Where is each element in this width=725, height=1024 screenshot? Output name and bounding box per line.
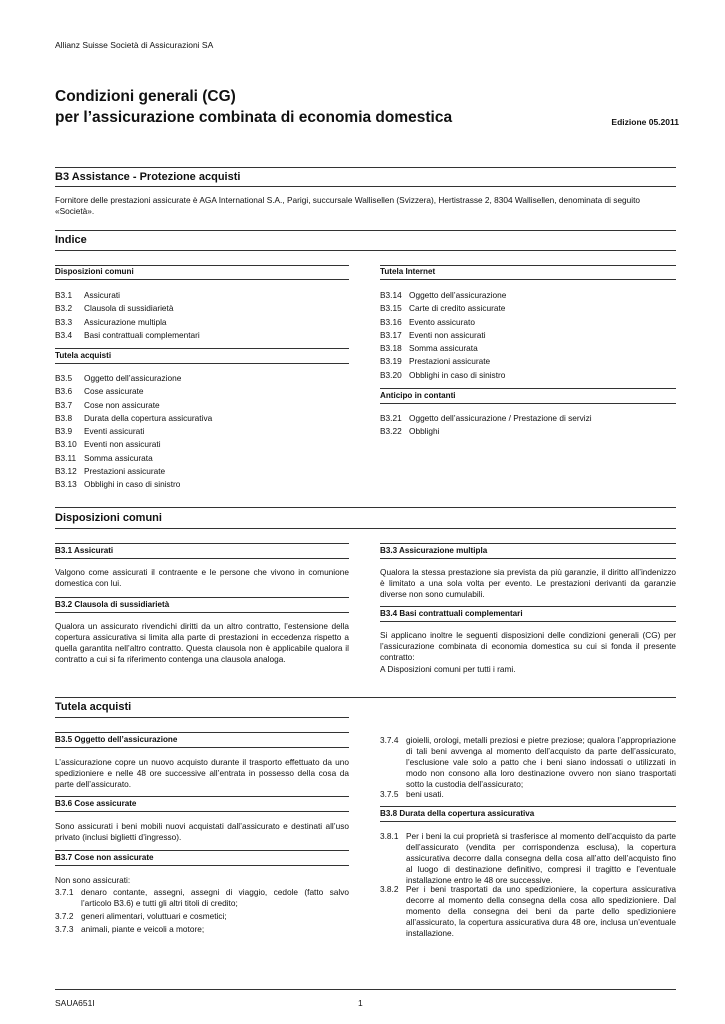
- index-entry-label: Eventi non assicurati: [409, 329, 486, 340]
- index-entry-label: Durata della copertura assicurativa: [84, 412, 213, 423]
- index-entry: [55, 412, 349, 425]
- index-entry-label: Basi contrattuali complementari: [84, 329, 200, 340]
- divider: [55, 528, 676, 529]
- index-entry: [55, 372, 349, 385]
- index-entry: [380, 412, 676, 425]
- index-entry-number: B3.9: [55, 426, 73, 437]
- index-entry-label: Clausola di sussidiarietà: [84, 303, 174, 314]
- index-entry-label: Oggetto dell’assicurazione: [84, 373, 182, 383]
- index-entry-label: Cose assicurate: [84, 386, 144, 397]
- index-entry-number: B3.6: [55, 386, 73, 397]
- index-entry-number: B3.12: [55, 466, 77, 477]
- index-group-tutela-internet: Tutela Internet: [380, 267, 436, 276]
- index-entry-number: B3.7: [55, 399, 73, 410]
- b36-text: Sono assicurati i beni mobili nuovi acquistati dall’assicurato e destinati all’uso privato (inclusi biglietti d’ingresso).: [55, 821, 349, 842]
- index-entry: [55, 289, 349, 302]
- item-number: 3.8.2: [380, 884, 399, 894]
- company-name: Allianz Suisse Società di Assicurazioni SA: [55, 40, 214, 50]
- index-entry: [380, 342, 676, 355]
- index-list-anticipo: [380, 412, 676, 439]
- section-b3-intro: [55, 195, 680, 217]
- divider: [55, 186, 676, 187]
- divider: [380, 621, 676, 622]
- index-entry-number: B3.1: [55, 290, 73, 300]
- divider: [380, 821, 676, 822]
- index-entry-number: B3.15: [380, 303, 402, 314]
- divider: [55, 265, 349, 266]
- b38-title: B3.8 Durata della copertura assicurativa: [380, 809, 535, 818]
- divider: [55, 732, 349, 733]
- divider: [55, 697, 676, 698]
- index-entry-number: B3.21: [380, 413, 402, 423]
- b34-title: B3.4 Basi contrattuali complementari: [380, 609, 523, 618]
- index-entry-number: B3.5: [55, 373, 73, 383]
- index-entry: [55, 316, 349, 329]
- intro-line-2: «Società».: [55, 206, 95, 216]
- b36-title: B3.6 Cose assicurate: [55, 799, 137, 808]
- b35-title: B3.5 Oggetto dell’assicurazione: [55, 735, 178, 744]
- divider: [55, 250, 676, 251]
- divider: [55, 865, 349, 866]
- index-entry: [380, 355, 676, 368]
- index-entry-number: B3.8: [55, 412, 73, 423]
- item-text: Per i beni la cui proprietà si trasferisce al momento dell’acquisto da parte dell’assicurato (vendita per corrispondenza esclusa), la copertura assicurativa decorre dalla consegna della cosa all’atto dell’acquisto fino al luogo di destinazione definitivo, compresi il tragitto e l’eventuale installazione entro le 48 ore successive.: [406, 831, 676, 885]
- document-title: [55, 86, 452, 128]
- divider: [55, 348, 349, 349]
- index-group-tutela-acquisti: Tutela acquisti: [55, 351, 112, 360]
- index-entry-label: Evento assicurato: [409, 316, 475, 327]
- intro-line-1: Fornitore delle prestazioni assicurate è AGA International S.A., Parigi, succursale Wallisellen (Svizzera), Hertistrasse 2, 8304 Wallisellen, denominata di seguito: [55, 195, 641, 205]
- page-number: 1: [358, 998, 363, 1008]
- index-entry: [55, 425, 349, 438]
- tutela-heading: Tutela acquisti: [55, 701, 132, 713]
- index-entry: [55, 452, 349, 465]
- index-entry: [380, 316, 676, 329]
- item-text: generi alimentari, voluttuari e cosmetici;: [81, 911, 227, 921]
- index-entry-number: B3.3: [55, 316, 73, 327]
- divider: [55, 811, 349, 812]
- divider: [380, 606, 676, 607]
- b34-text-2: A Disposizioni comuni per tutti i rami.: [380, 664, 516, 674]
- divider: [55, 363, 349, 364]
- b32-title: B3.2 Clausola di sussidiarietà: [55, 600, 170, 609]
- b38-item: [380, 884, 676, 939]
- edition-label: Edizione 05.2011: [611, 117, 679, 127]
- item-text: denaro contante, assegni, assegni di viaggio, cedole (fatto salvo l’articolo B3.6) e tutti gli altri titoli di credito;: [81, 887, 349, 908]
- b31-title: B3.1 Assicurati: [55, 546, 114, 555]
- divider: [55, 612, 349, 613]
- index-entry: [55, 399, 349, 412]
- b37-item: [55, 887, 349, 909]
- index-entry-number: B3.14: [380, 290, 402, 300]
- b37-item: [380, 735, 676, 790]
- index-entry-number: B3.11: [55, 452, 77, 463]
- index-entry-label: Prestazioni assicurate: [409, 356, 491, 367]
- divider: [55, 597, 349, 598]
- index-entry: [55, 385, 349, 398]
- disposizioni-heading: Disposizioni comuni: [55, 512, 162, 524]
- index-entry: [380, 369, 676, 382]
- index-entry: [55, 478, 349, 491]
- index-entry-number: B3.18: [380, 343, 402, 354]
- b37-intro: Non sono assicurati:: [55, 875, 131, 885]
- index-entry-label: Obblighi in caso di sinistro: [409, 369, 506, 380]
- item-number: 3.7.1: [55, 887, 74, 897]
- index-entry-number: B3.2: [55, 303, 73, 314]
- divider: [380, 279, 676, 280]
- index-group-disposizioni: Disposizioni comuni: [55, 267, 134, 276]
- footer-divider: [55, 989, 676, 990]
- divider: [380, 403, 676, 404]
- index-heading: Indice: [55, 234, 87, 246]
- b31-text: Valgono come assicurati il contraente e le persone che vivono in comunione domestica con lui.: [55, 567, 349, 588]
- index-entry-number: B3.17: [380, 329, 402, 340]
- divider: [380, 558, 676, 559]
- index-entry: [380, 289, 676, 302]
- index-entry-label: Somma assicurata: [84, 452, 153, 463]
- title-line-2: per l’assicurazione combinata di economia domestica: [55, 109, 453, 126]
- item-number: 3.7.2: [55, 911, 74, 921]
- index-list-disposizioni: [55, 289, 349, 342]
- item-number: 3.7.4: [380, 735, 399, 745]
- b33-title: B3.3 Assicurazione multipla: [380, 546, 488, 555]
- index-entry-label: Oggetto dell’assicurazione / Prestazione di servizi: [409, 413, 592, 423]
- index-entry-label: Obblighi in caso di sinistro: [84, 479, 181, 490]
- divider: [55, 558, 349, 559]
- item-text: gioielli, orologi, metalli preziosi e pietre preziose; qualora l’appropriazione di tali beni avvenga al momento dell’acquisto da parte dell’assicurato, l’esclusione vale solo a patto che i beni siano indossati o utilizzati in modo non consono alla loro destinazione ovvero non siano trasportati sotto la custodia dell’assicurato;: [406, 735, 676, 789]
- index-entry: [380, 425, 676, 438]
- index-entry-label: Carte di credito assicurate: [409, 303, 506, 314]
- divider: [55, 850, 349, 851]
- index-entry-label: Oggetto dell’assicurazione: [409, 290, 507, 300]
- index-entry-number: B3.16: [380, 316, 402, 327]
- b32-text: Qualora un assicurato rivendichi diritti da un altro contratto, l’estensione della copertura assicurativa si limita alla parte di prestazioni in eccedenza rispetto a quella garantita nell’altro contratto. Questa clausola non è applicabile qualora il contratto a cui si fa riferimento contenga una clausola analoga.: [55, 621, 349, 664]
- b34-text: Si applicano inoltre le seguenti disposizioni delle condizioni generali (CG) per l’assicurazione combinata di economia domestica su cui si fonda il presente contratto:: [380, 630, 676, 662]
- item-text: animali, piante e veicoli a motore;: [81, 924, 205, 934]
- index-list-tutela-internet: [380, 289, 676, 382]
- index-entry: [55, 465, 349, 478]
- index-entry-label: Somma assicurata: [409, 343, 478, 354]
- item-text: beni usati.: [406, 789, 444, 799]
- divider: [55, 507, 676, 508]
- index-entry-label: Cose non assicurate: [84, 399, 160, 410]
- section-b3-heading: B3 Assistance - Protezione acquisti: [55, 171, 241, 183]
- divider: [55, 747, 349, 748]
- index-entry-label: Eventi assicurati: [84, 426, 145, 437]
- index-entry: [380, 302, 676, 315]
- index-entry-number: B3.22: [380, 426, 402, 437]
- index-entry: [380, 329, 676, 342]
- index-entry: [55, 302, 349, 315]
- index-entry-label: Assicurazione multipla: [84, 316, 167, 327]
- divider: [55, 796, 349, 797]
- index-entry-number: B3.10: [55, 439, 77, 450]
- b37-title: B3.7 Cose non assicurate: [55, 853, 154, 862]
- divider: [380, 543, 676, 544]
- index-group-anticipo: Anticipo in contanti: [380, 391, 456, 400]
- item-number: 3.8.1: [380, 831, 399, 841]
- index-entry-label: Prestazioni assicurate: [84, 466, 166, 477]
- divider: [55, 167, 676, 168]
- divider: [380, 388, 676, 389]
- b38-item: [380, 831, 676, 886]
- item-number: 3.7.3: [55, 924, 74, 934]
- divider: [380, 806, 676, 807]
- index-entry-label: Obblighi: [409, 426, 440, 437]
- divider: [380, 265, 676, 266]
- index-entry-number: B3.4: [55, 329, 73, 340]
- index-entry-number: B3.19: [380, 356, 402, 367]
- item-number: 3.7.5: [380, 789, 399, 799]
- index-entry-label: Eventi non assicurati: [84, 439, 161, 450]
- index-entry-number: B3.13: [55, 479, 77, 490]
- index-entry: [55, 438, 349, 451]
- divider: [55, 279, 349, 280]
- b33-text: Qualora la stessa prestazione sia prevista da più garanzie, il diritto all’indenizzo è limitato a una sola volta per evento. Le prestazioni derivanti da garanzie diverse non sono cumulabili.: [380, 567, 676, 599]
- document-code: SAUA651I: [55, 998, 95, 1008]
- divider: [55, 230, 676, 231]
- divider: [55, 543, 349, 544]
- divider: [55, 717, 349, 718]
- index-entry-label: Assicurati: [84, 290, 120, 300]
- b37-item: [55, 911, 349, 922]
- b37-item: [55, 924, 349, 935]
- b37-item: [380, 789, 676, 800]
- index-entry-number: B3.20: [380, 369, 402, 380]
- index-list-tutela-acquisti: [55, 372, 349, 492]
- item-text: Per i beni trasportati da uno spedizioniere, la copertura assicurativa decorre al momento della consegna della cosa allo spedizioniere. Dal momento della consegna dei beni da parte dello spedizioniere all’assicurato, la copertura assicurativa dura 48 ore, inclusa un’eventuale installazione.: [406, 884, 676, 938]
- b35-text: L’assicurazione copre un nuovo acquisto durante il trasporto effettuato da uno spedizioniere e nelle 48 ore successive all’entrata in possesso della cosa da parte dell’assicurato.: [55, 757, 349, 789]
- index-entry: [55, 329, 349, 342]
- title-line-1: Condizioni generali (CG): [55, 88, 236, 105]
